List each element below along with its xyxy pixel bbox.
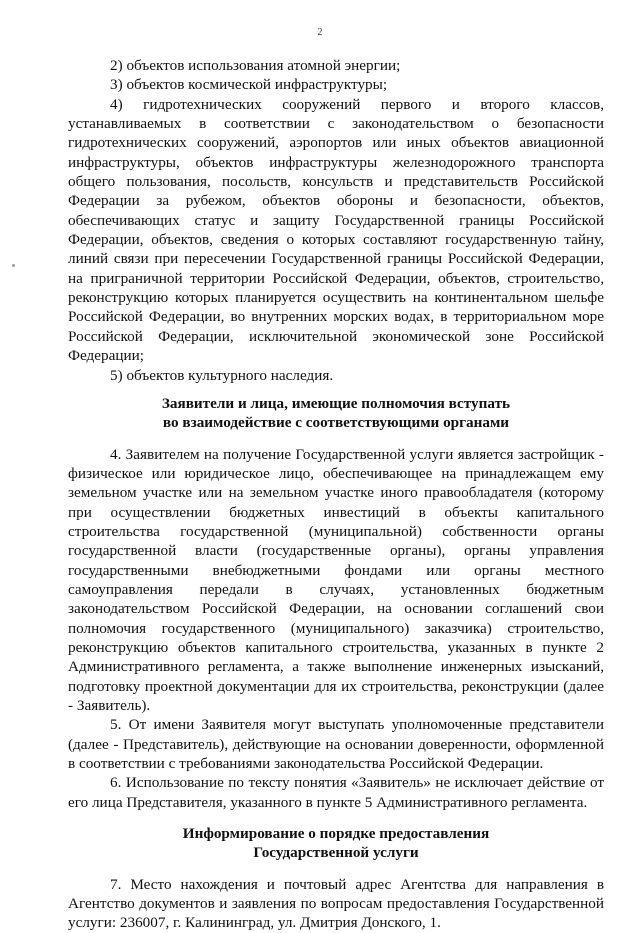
heading-line: во взаимодействие с соответствующими органами [162,414,510,432]
list-item-3: 3) объектов космической инфраструктуры; [110,76,388,94]
heading-line: Информирование о порядке предоставления [182,825,490,843]
list-item-4: 4) гидротехнических сооружений первого и второго классов, устанавливаемых в соответствии с законодательством о безопасности гидротехнических сооружений, аэропортов или иных объектов авиационной инфраструктуры, объектов инфраструктуры железнодорожного транспорта общего пользования, посольств, консульств и представительств Российской Федерации за рубежом, объектов обороны и безопасности, объектов, обеспечивающих статус и защиту Государственной границы Российской Федерации, объектов, сведения о которых составляют государственную тайну, линий связи при пересечении Государственной границы Российской Федерации, на приграничной территории Российской Федерации, объектов, строительство, реконструкцию которых планируется осуществить на континентальном шельфе Российской Федерации, во внутренних морских водах, в территориальном море Российской Федерации, исключительной экономической зоне Российской Федерации; [68,95,604,365]
spacer [68,812,604,824]
paragraph-5: 5. От имени Заявителя могут выступать уполномоченные представители (далее - Представитель), действующие на основании доверенности, оформленной в соответствии с требованиями законодательства Российской Федерации. [68,716,604,773]
section-heading-info [68,824,604,863]
list-item-2: 2) объектов использования атомной энергии; [110,57,401,74]
spacer [68,863,604,875]
document-body [68,56,604,933]
section-heading-applicants [68,394,604,433]
heading-line: Государственной услуги [253,844,419,862]
paragraph-7: 7. Место нахождения и почтовый адрес Агентства для направления в Агентство документов и заявления по вопросам предоставления Государственной услуги: 236007, г. Калининград, ул. Дмитрия Донского, 1. [68,875,604,932]
paragraph-6: 6. Использование по тексту понятия «Заявитель» не исключает действие от его лица Представителя, указанного в пункте 5 Административного регламента. [68,774,604,811]
list-item-5: 5) объектов культурного наследия. [110,366,334,384]
spacer [68,385,604,394]
heading-line: Заявители и лица, имеющие полномочия вступать [161,394,511,412]
page-number: 2 [317,27,323,38]
margin-dot [12,264,15,267]
paragraph-4: 4. Заявителем на получение Государственной услуги является застройщик - физическое или юридическое лицо, обеспечивающее на принадлежащем ему земельном участке или на земельном участке иного правообладателя (которому при осуществлении бюджетных инвестиций в объекты капитального строительства государственной (муниципальной) собственности органы государственной власти (государственные органы), органы управления государственными внебюджетными фондами или органы местного самоуправления передали в случаях, установленных бюджетным законодательством Российской Федерации, на основании соглашений свои полномочия государственного (муниципального) заказчика) строительство, реконструкцию объектов капитального строительства, указанных в пункте 2 Административного регламента, а также выполнение инженерных изысканий, подготовку проектной документации для их строительства, реконструкции (далее - Заявитель). [68,445,604,714]
spacer [68,433,604,445]
